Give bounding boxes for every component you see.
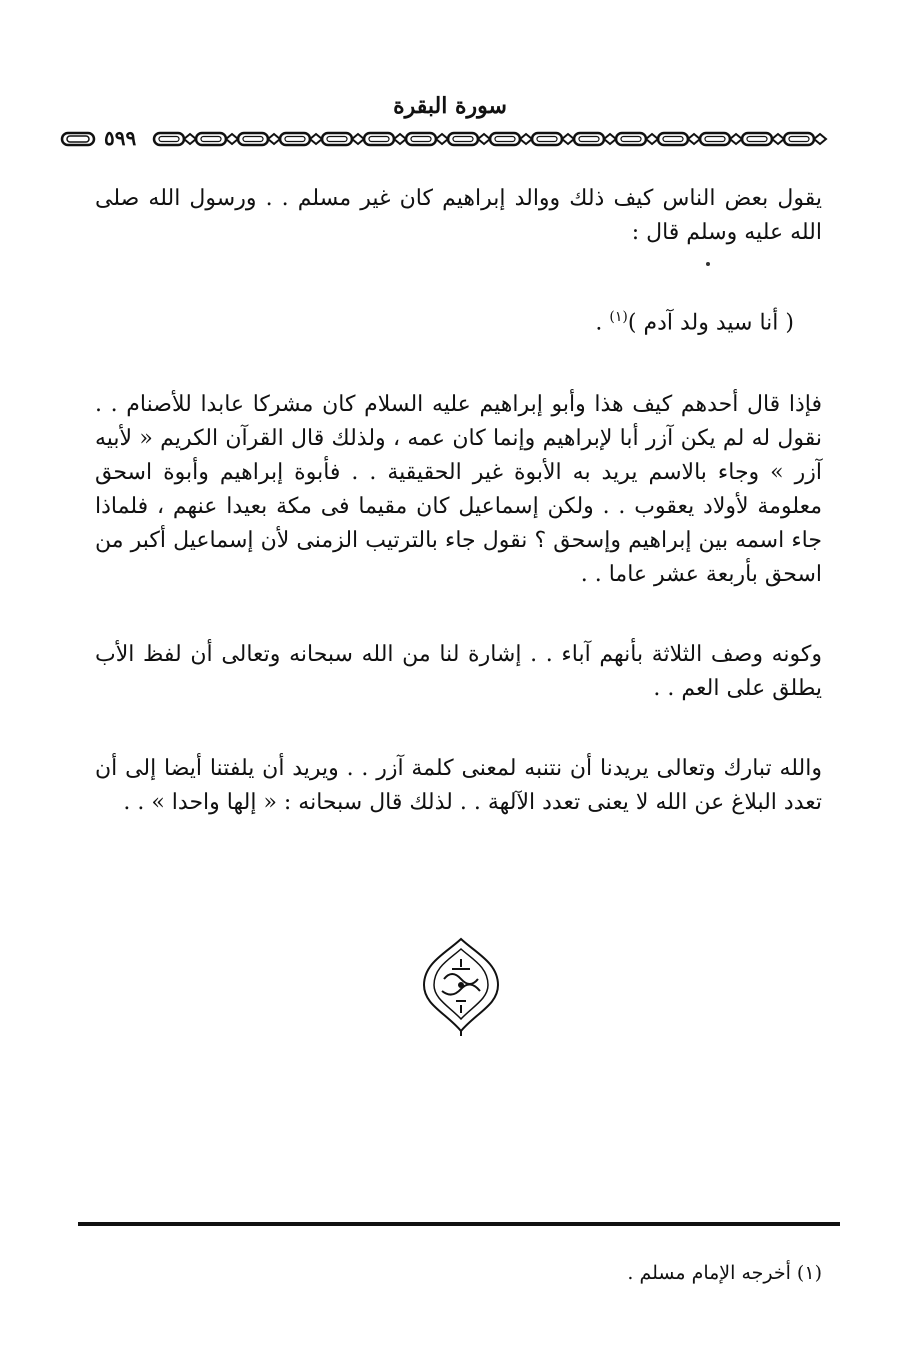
hadith-quote (95, 300, 822, 340)
main-text (95, 182, 822, 820)
fourth-paragraph: والله تبارك وتعالى يريدنا أن نتنبه لمعنى كلمة آزر . . ويريد أن يلفتنا أيضا إلى أن تعدد البلاغ عن الله لا يعنى تعدد الآلهة . . لذلك قال سبحانه : « إلها واحدا » . . (95, 756, 822, 816)
footnote-ref: (١) (609, 309, 628, 325)
print-speck (706, 262, 710, 266)
footnote-text: (١) أخرجه الإمام مسلم . (627, 1262, 822, 1284)
calligraphic-ornament-icon (416, 935, 506, 1037)
page-header (60, 92, 840, 162)
surah-title: سورة البقرة (393, 93, 507, 119)
header-border-row (60, 128, 840, 152)
chain-border-icon (152, 131, 840, 147)
border-ornament-icon (60, 131, 96, 147)
second-paragraph: فإذا قال أحدهم كيف هذا وأبو إبراهيم عليه السلام كان مشركا عابدا للأصنام . . نقول له لم يكن آزر أبا لإبراهيم وإنما كان عمه ، ولذلك قال القرآن الكريم « لأبيه آزر » وجاء بالاسم يريد به الأبوة غير الحقيقية . . فأبوة إبراهيم وأبوة اسحق معلومة لأولاد يعقوب . . ولكن إسماعيل كان مقيما فى مكة بعيدا عنهم ، فلماذا جاء اسمه بين إبراهيم وإسحق ؟ نقول جاء بالترتيب الزمنى لأن إسماعيل أكبر من اسحق بأربعة عشر عاما . . (95, 392, 822, 588)
page-number: ٥٩٩ (104, 126, 137, 150)
hadith-end: . (595, 310, 610, 336)
intro-paragraph: يقول بعض الناس كيف ذلك ووالد إبراهيم كان غير مسلم . . ورسول الله صلى الله عليه وسلم قال : (95, 186, 822, 245)
third-paragraph: وكونه وصف الثلاثة بأنهم آباء . . إشارة لنا من الله سبحانه وتعالى أن لفظ الأب يطلق على العم . . (95, 642, 822, 702)
footnote-divider (78, 1222, 840, 1226)
hadith-text: ( أنا سيد ولد آدم ) (627, 310, 794, 336)
